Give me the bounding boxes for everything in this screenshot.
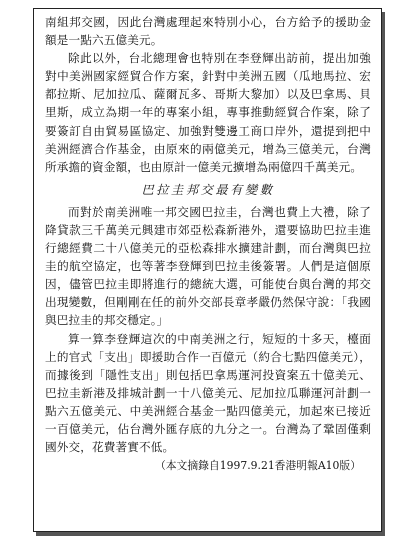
paragraph-2: 除此以外，台北總理會也特別在李登輝出訪前，提出加強對中美洲國家經貿合作方案，針對中美洲五國（瓜地馬拉、宏都拉斯、尼加拉瓜、薩爾瓦多、哥斯大黎加）以及巴拿馬、貝里斯，成立為期一年的專案小組，專事推動經貿合作案，除了要簽訂自由貿易區協定、加強對雙邊工商口岸外，還提到把中美洲經濟合作基金，由原來的兩億美元，增為三億美元，台灣所承擔的資金額，也由原計一億美元擴增為兩億四千萬美元。 (45, 51, 371, 174)
article-frame (33, 8, 382, 532)
paragraph-1: 南組邦交國，因此台灣處理起來特別小心，台方給予的援助金額是一點六五億美元。 (45, 15, 371, 48)
paragraph-3: 而對於南美洲唯一邦交國巴拉圭，台灣也費上大禮，除了降貸款三千萬美元興建市郊亞松森新港外，還要協助巴拉圭進行總經費二十八億美元的亞松森排水擴建計劃，而台灣與巴拉圭的航空協定，也等著李登輝到巴拉圭後簽署。人們是這個原因，儘管巴拉圭即將進行的總統大選，可能使台與台灣的邦交出現變數，但剛剛在任的前外交部長章孝嚴仍然保守說：「我國與巴拉圭的邦交穩定。」 (45, 204, 371, 328)
source-citation: （本文摘錄自1997.9.21香港明報A10版） (154, 459, 361, 473)
section-heading: 巴拉圭邦交最有變數 (141, 182, 275, 197)
paragraph-4: 算一算李登輝這次的中南美洲之行，短短的十多天，檯面上的官式「支出」即援助合作一百億元（約合七點四億美元），而據後到「隱性支出」則包括巴拿馬運河投資案五十億美元、巴拉圭新港及排城計劃一十八億美元、尼加拉瓜聯運河計劃一點六五億美元、中美洲經合基金一點四億美元，加起來已接近一百億美元，佔台灣外匯存底的九分之一。台灣為了鞏固僅剩國外交，花費著實不低。 (45, 331, 371, 455)
